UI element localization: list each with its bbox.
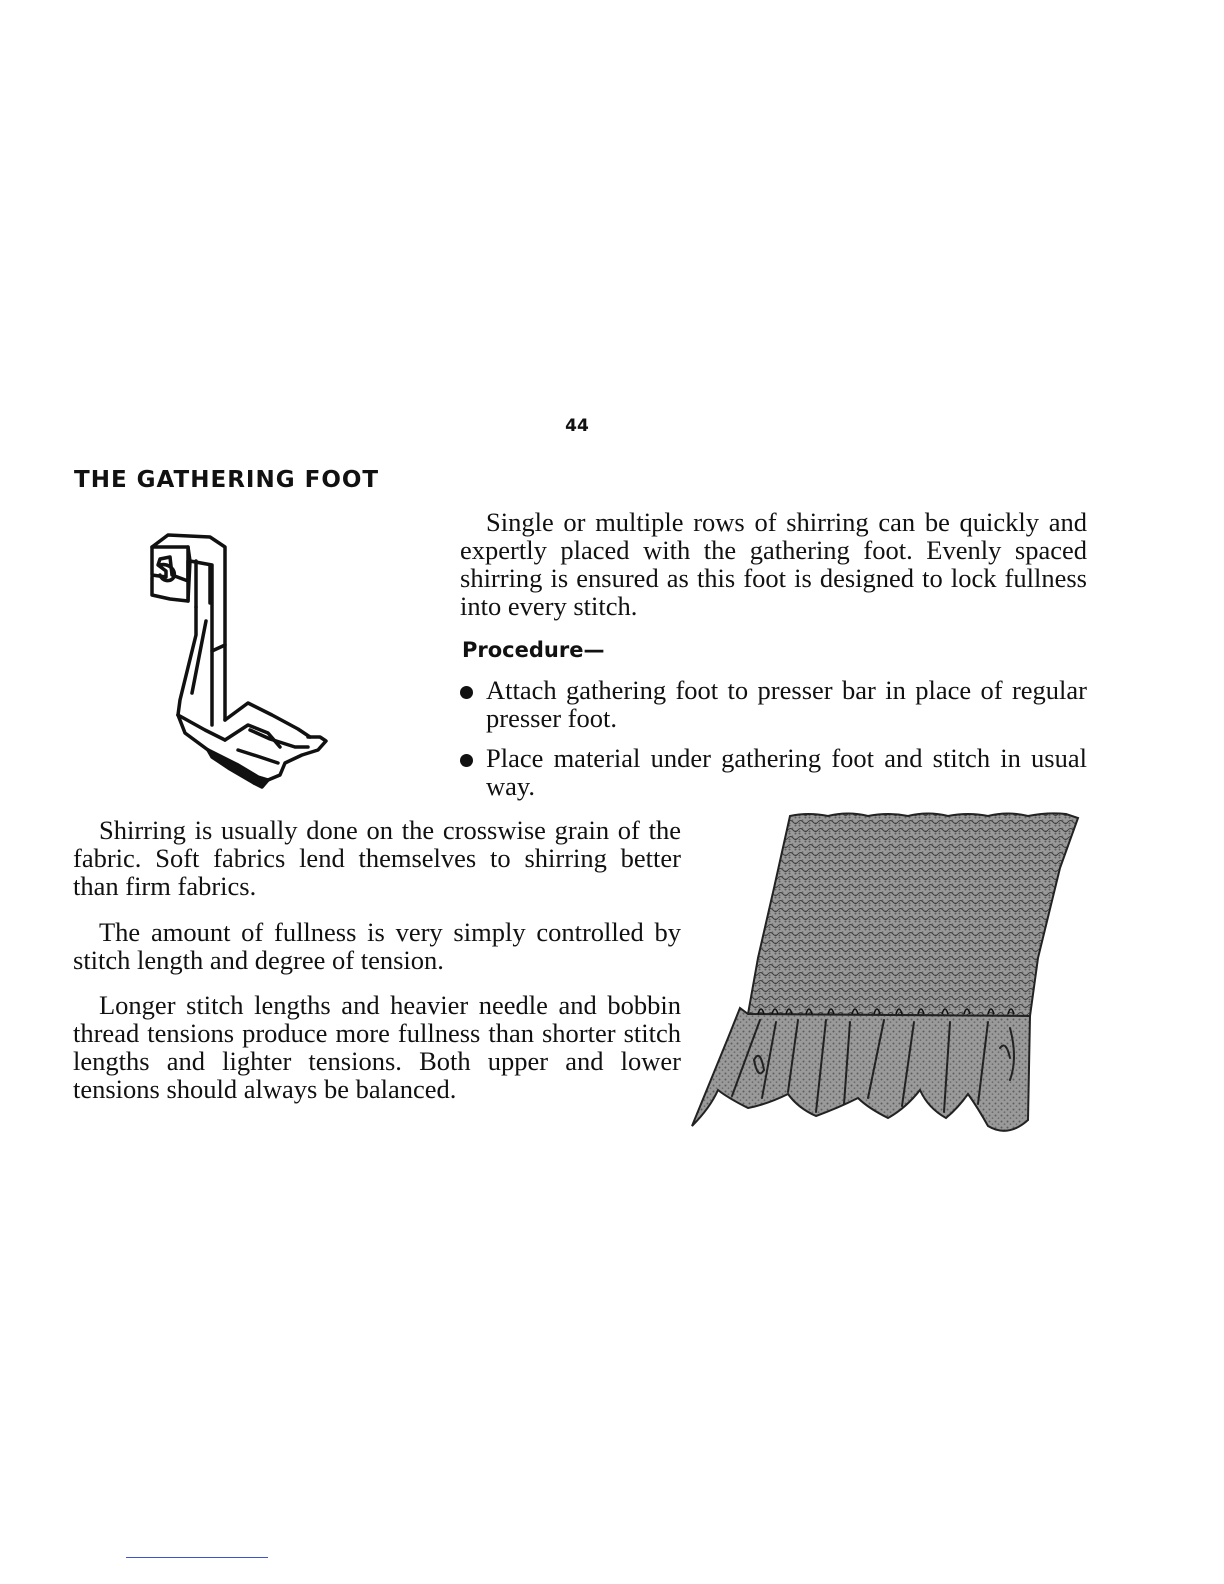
step-text: Attach gathering foot to presser bar in place of regular presser foot. (486, 675, 1087, 733)
list-item (460, 676, 1087, 732)
body-paragraph-tensions: Longer stitch lengths and heavier needle and bobbin thread tensions produce more fullness than shorter stitch lengths and lighter tensions. Both upper and lower tensions should always be balanced. (73, 990, 681, 1104)
step-text: Place material under gathering foot and stitch in usual way. (486, 743, 1087, 801)
intro-paragraph (460, 508, 1087, 620)
section-title: THE GATHERING FOOT (74, 467, 380, 493)
page-number: 44 (565, 416, 589, 436)
procedure-heading: Procedure— (462, 638, 605, 662)
bullet-icon (460, 754, 473, 767)
gathering-foot-icon (130, 525, 340, 795)
procedure-steps (460, 676, 1087, 812)
body-paragraph-fullness: The amount of fullness is very simply controlled by stitch length and degree of tension. (73, 917, 681, 975)
footer-rule (126, 1557, 268, 1558)
shirred-fabric-icon (688, 808, 1088, 1140)
bullet-icon (460, 686, 473, 699)
body-paragraph-shirring-grain: Shirring is usually done on the crosswise grain of the fabric. Soft fabrics lend themselves to shirring better than firm fabrics. (73, 815, 681, 901)
intro-text: Single or multiple rows of shirring can be quickly and expertly placed with the gathering foot. Evenly spaced shirring is ensured as this foot is designed to lock fullness into every stitch. (460, 507, 1087, 621)
list-item (460, 744, 1087, 800)
